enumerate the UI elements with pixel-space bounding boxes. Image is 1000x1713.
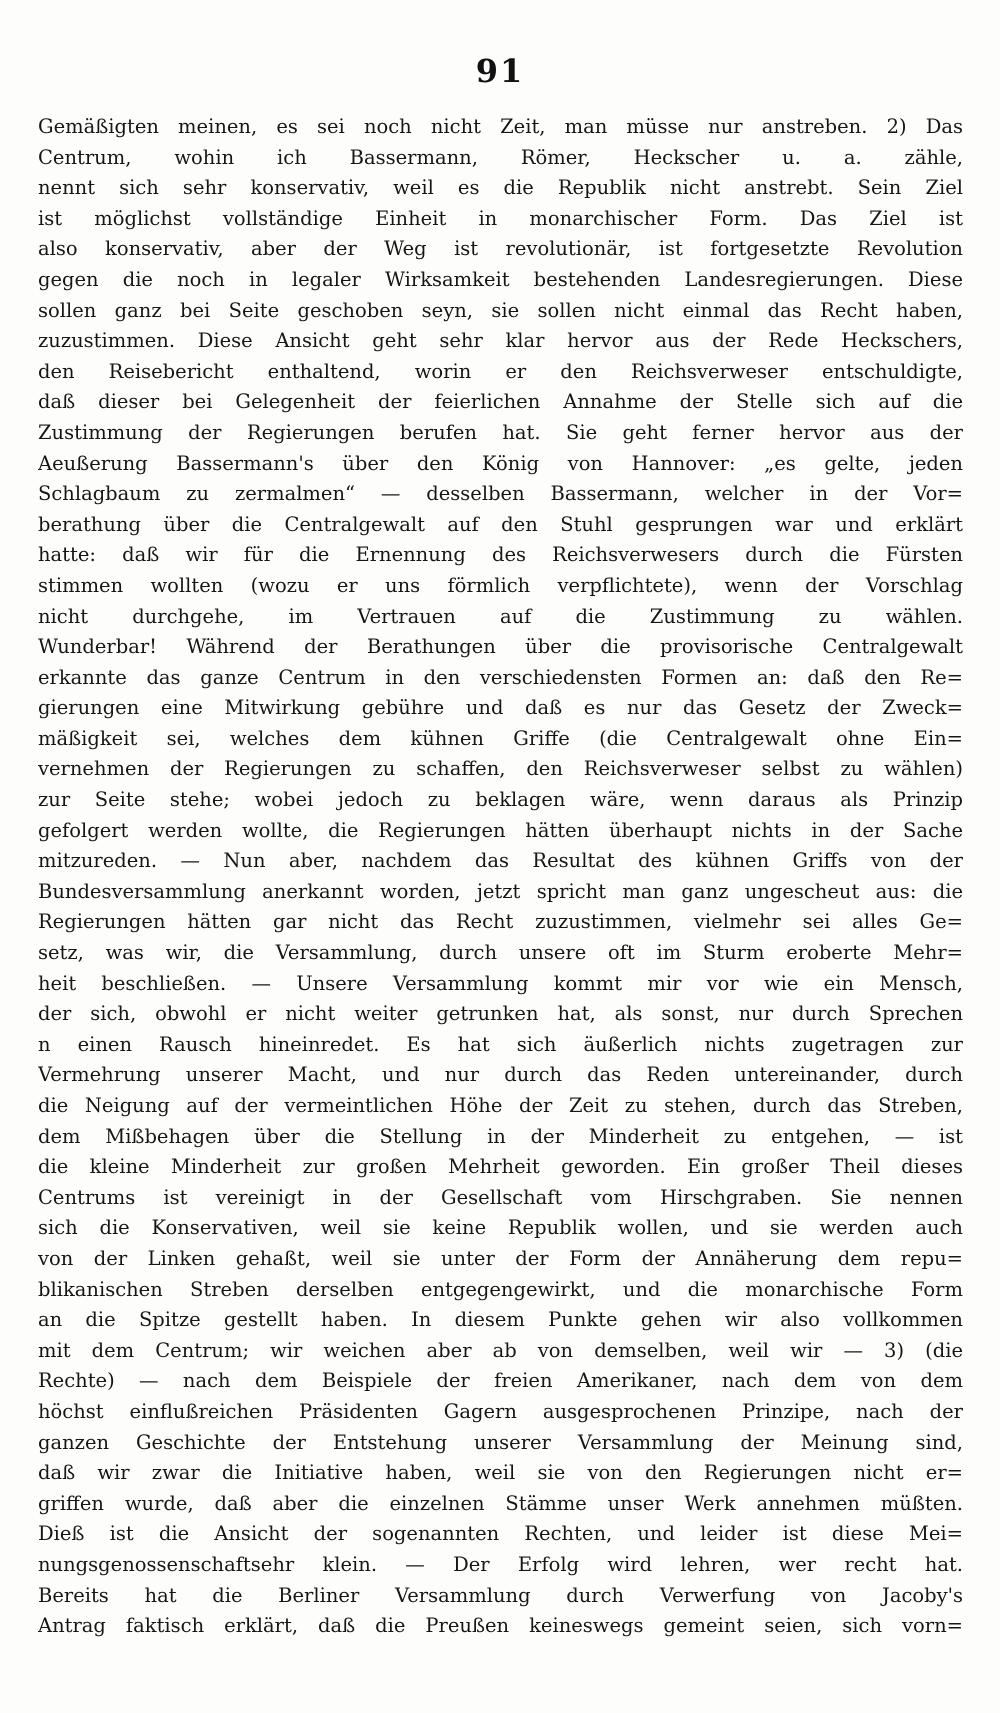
page-number: 91 [475,52,525,90]
text-line: nennt sich sehr konservativ, weil es die Republik nicht anstrebt. Sein Ziel [38,176,963,200]
text-line: von der Linken gehaßt, weil sie unter der Form der Annäherung dem repu= [38,1246,963,1270]
text-line: sich die Konservativen, weil sie keine Republik wollen, und sie werden auch [38,1216,963,1240]
text-line: zur Seite stehe; wobei jedoch zu beklagen wäre, wenn daraus als Prinzip [38,788,963,812]
body-text [38,112,963,1642]
text-line: mit dem Centrum; wir weichen aber ab von demselben, weil wir — 3) (die [38,1338,963,1362]
text-line: Bereits hat die Berliner Versammlung durch Verwerfung von Jacoby's [38,1583,963,1607]
text-line: an die Spitze gestellt haben. In diesem Punkte gehen wir also vollkommen [38,1308,963,1332]
text-line: also konservativ, aber der Weg ist revolutionär, ist fortgesetzte Revolution [38,237,963,261]
text-line: hatte: daß wir für die Ernennung des Reichsverwesers durch die Fürsten [38,543,963,567]
text-line: mäßigkeit sei, welches dem kühnen Griffe (die Centralgewalt ohne Ein= [38,726,963,750]
text-line: höchst einflußreichen Präsidenten Gagern ausgesprochenen Prinzipe, nach der [38,1399,963,1423]
text-line: erkannte das ganze Centrum in den verschiedensten Formen an: daß den Re= [38,665,963,689]
text-line: Zustimmung der Regierungen berufen hat. Sie geht ferner hervor aus der [38,420,963,444]
text-line: Centrums ist vereinigt in der Gesellschaft vom Hirschgraben. Sie nennen [38,1185,963,1209]
text-line: stimmen wollten (wozu er uns förmlich verpflichtete), wenn der Vorschlag [38,573,963,597]
text-line: sollen ganz bei Seite geschoben seyn, sie sollen nicht einmal das Recht haben, [38,298,963,322]
text-line: zuzustimmen. Diese Ansicht geht sehr klar hervor aus der Rede Heckschers, [38,329,963,353]
text-line: Schlagbaum zu zermalmen“ — desselben Bassermann, welcher in der Vor= [38,482,963,506]
text-line: Bundesversammlung anerkannt worden, jetzt spricht man ganz ungescheut aus: die [38,879,963,903]
text-line: nicht durchgehe, im Vertrauen auf die Zustimmung zu wählen. [38,604,963,628]
text-line: Vermehrung unserer Macht, und nur durch das Reden untereinander, durch [38,1063,963,1087]
text-line: daß dieser bei Gelegenheit der feierlichen Annahme der Stelle sich auf die [38,390,963,414]
text-line: daß wir zwar die Initiative haben, weil sie von den Regierungen nicht er= [38,1461,963,1485]
text-line: vernehmen der Regierungen zu schaffen, den Reichsverweser selbst zu wählen) [38,757,963,781]
text-line: heit beschließen. — Unsere Versammlung kommt mir vor wie ein Mensch, [38,971,963,995]
text-line: gefolgert werden wollte, die Regierungen hätten überhaupt nichts in der Sache [38,818,963,842]
text-line: gierungen eine Mitwirkung gebühre und daß es nur das Gesetz der Zweck= [38,696,963,720]
text-line: Antrag faktisch erklärt, daß die Preußen keineswegs gemeint seien, sich vorn= [38,1614,963,1638]
text-line: blikanischen Streben derselben entgegengewirkt, und die monarchische Form [38,1277,963,1301]
text-line: dem Mißbehagen über die Stellung in der Minderheit zu entgehen, — ist [38,1124,963,1148]
text-line: die Neigung auf der vermeintlichen Höhe der Zeit zu stehen, durch das Streben, [38,1094,963,1117]
text-line: der sich, obwohl er nicht weiter getrunken hat, als sonst, nur durch Sprechen [38,1002,963,1026]
text-line: setz, was wir, die Versammlung, durch unsere oft im Sturm eroberte Mehr= [38,941,963,965]
text-line: die kleine Minderheit zur großen Mehrheit geworden. Ein großer Theil dieses [38,1155,963,1179]
text-line: gegen die noch in legaler Wirksamkeit bestehenden Landesregierungen. Diese [38,267,963,291]
text-line: Rechte) — nach dem Beispiele der freien Amerikaner, nach dem von dem [38,1369,963,1393]
text-line: den Reisebericht enthaltend, worin er den Reichsverweser entschuldigte, [38,359,963,383]
text-line: berathung über die Centralgewalt auf den Stuhl gesprungen war und erklärt [38,512,963,536]
text-line: Gemäßigten meinen, es sei noch nicht Zeit, man müsse nur anstreben. 2) Das [38,115,963,138]
text-line: nungsgenossenschaftsehr klein. — Der Erfolg wird lehren, wer recht hat. [38,1552,963,1576]
text-line: mitzureden. — Nun aber, nachdem das Resultat des kühnen Griffs von der [38,849,963,873]
text-line: n einen Rausch hineinredet. Es hat sich äußerlich nichts zugetragen zur [38,1032,963,1056]
text-line: griffen wurde, daß aber die einzelnen Stämme unser Werk annehmen müßten. [38,1491,963,1515]
text-line: Aeußerung Bassermann's über den König von Hannover: „es gelte, jeden [38,451,963,475]
text-line: Centrum, wohin ich Bassermann, Römer, Heckscher u. a. zähle, [38,145,963,169]
text-line: Dieß ist die Ansicht der sogenannten Rechten, und leider ist diese Mei= [38,1522,963,1546]
text-line: ganzen Geschichte der Entstehung unserer Versammlung der Meinung sind, [38,1430,963,1454]
text-line: ist möglichst vollständige Einheit in monarchischer Form. Das Ziel ist [38,206,963,230]
text-line: Regierungen hätten gar nicht das Recht zuzustimmen, vielmehr sei alles Ge= [38,910,963,934]
text-line: Wunderbar! Während der Berathungen über die provisorische Centralgewalt [38,635,963,659]
